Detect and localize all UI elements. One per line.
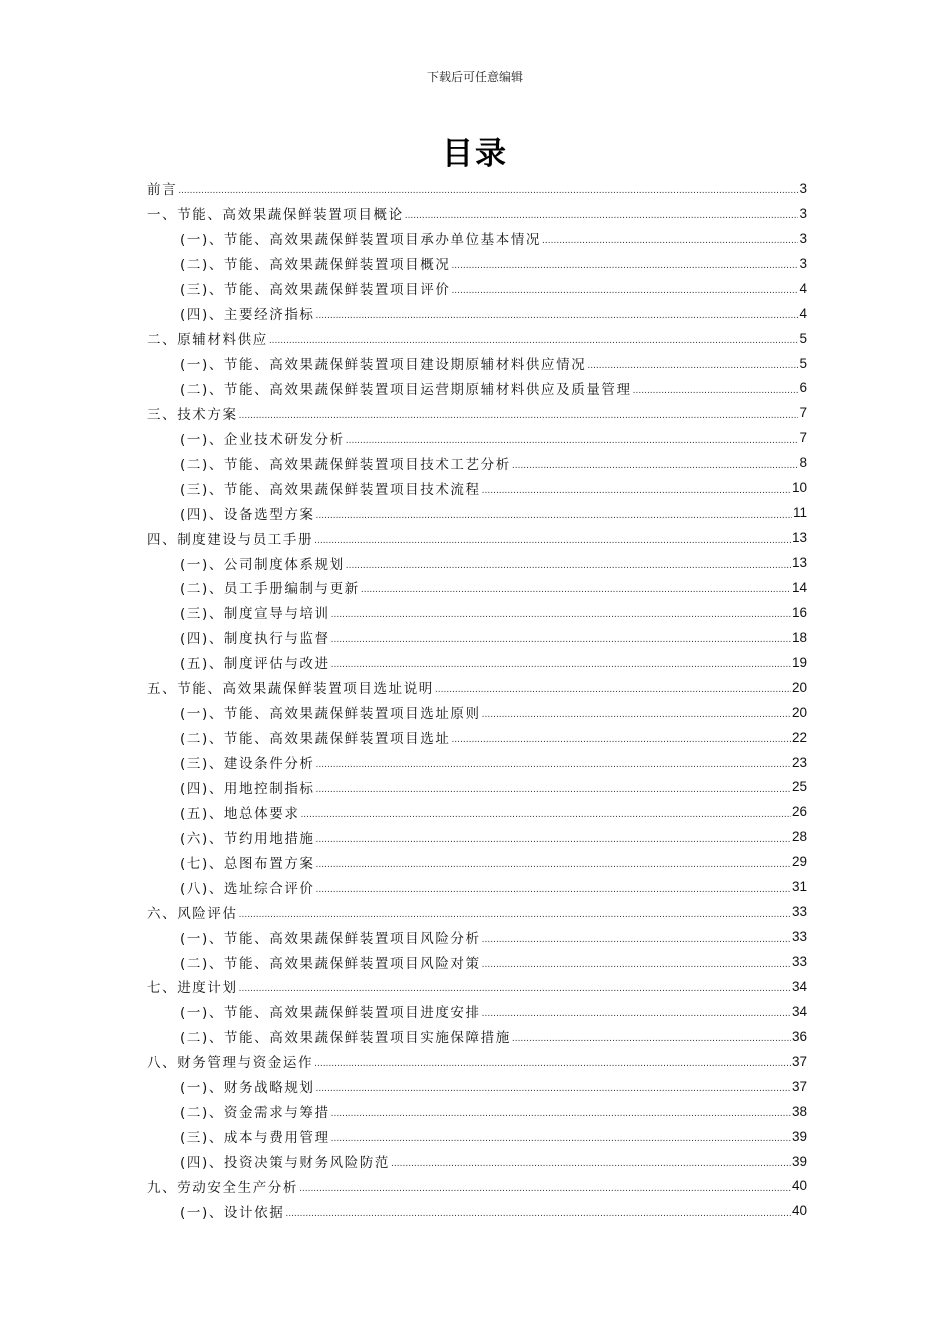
toc-entry[interactable] (147, 550, 807, 575)
toc-entry[interactable] (147, 874, 807, 899)
toc-entry-label: (三)、节能、高效果蔬保鲜装置项目评价 (180, 282, 451, 299)
toc-entry-label: 六、风险评估 (147, 905, 238, 922)
toc-leader-dots (300, 810, 791, 820)
toc-leader-dots (239, 910, 791, 920)
toc-entry-label: (一)、节能、高效果蔬保鲜装置项目承办单位基本情况 (180, 232, 542, 249)
toc-entry-label: (二)、节能、高效果蔬保鲜装置项目概况 (180, 257, 451, 274)
toc-entry[interactable] (147, 475, 807, 500)
toc-leader-dots (316, 785, 791, 795)
toc-entry[interactable] (147, 425, 807, 450)
toc-entry-label: 前言 (147, 182, 178, 199)
toc-entry-page-number: 13 (791, 530, 807, 546)
toc-leader-dots (451, 286, 798, 296)
toc-entry[interactable] (147, 276, 807, 301)
toc-entry[interactable] (147, 226, 807, 251)
toc-entry-page-number: 29 (791, 854, 807, 870)
toc-leader-dots (331, 1134, 791, 1144)
toc-entry[interactable] (147, 1198, 807, 1223)
header-note: 下载后可任意编辑 (426, 70, 523, 84)
toc-entry[interactable] (147, 700, 807, 725)
toc-entry-label: (二)、节能、高效果蔬保鲜装置项目实施保障措施 (180, 1030, 511, 1047)
toc-leader-dots (346, 561, 791, 571)
toc-entry-label: (四)、制度执行与监督 (180, 631, 330, 648)
toc-entry-label: (三)、节能、高效果蔬保鲜装置项目技术流程 (180, 481, 481, 498)
toc-entry-label: (二)、资金需求与筹措 (180, 1105, 330, 1122)
toc-entry[interactable] (147, 974, 807, 999)
toc-entry-page-number: 5 (799, 355, 807, 371)
toc-entry-label: (一)、公司制度体系规划 (180, 556, 345, 573)
toc-entry-page-number: 33 (791, 929, 807, 945)
toc-entry[interactable] (147, 899, 807, 924)
toc-entry-page-number: 36 (791, 1028, 807, 1044)
toc-entry-page-number: 26 (791, 804, 807, 820)
toc-entry-label: (一)、节能、高效果蔬保鲜装置项目建设期原辅材料供应情况 (180, 357, 587, 374)
toc-leader-dots (299, 1184, 791, 1194)
toc-entry-page-number: 13 (791, 555, 807, 571)
toc-entry[interactable] (147, 176, 807, 201)
toc-leader-dots (451, 261, 798, 271)
toc-entry-page-number: 7 (799, 430, 807, 446)
toc-leader-dots (512, 1034, 791, 1044)
toc-entry-page-number: 28 (791, 829, 807, 845)
toc-leader-dots (482, 935, 791, 945)
toc-entry-page-number: 3 (799, 205, 807, 221)
toc-entry-label: 七、进度计划 (147, 980, 238, 997)
toc-entry-label: (一)、设计依据 (180, 1204, 285, 1221)
toc-leader-dots (316, 760, 791, 770)
toc-leader-dots (331, 660, 791, 670)
toc-leader-dots (331, 610, 791, 620)
toc-entry[interactable] (147, 750, 807, 775)
toc-entry[interactable] (147, 1024, 807, 1049)
toc-entry-label: (二)、节能、高效果蔬保鲜装置项目选址 (180, 731, 451, 748)
toc-leader-dots (405, 211, 799, 221)
toc-entry[interactable] (147, 301, 807, 326)
toc-entry[interactable] (147, 500, 807, 525)
toc-entry-page-number: 7 (799, 405, 807, 421)
toc-entry-label: (四)、设备选型方案 (180, 506, 315, 523)
toc-entry-label: (六)、节约用地措施 (180, 830, 315, 847)
toc-entry-label: (四)、主要经济指标 (180, 307, 315, 324)
toc-entry-page-number: 33 (791, 954, 807, 970)
toc-entry-page-number: 3 (799, 230, 807, 246)
toc-entry-label: (二)、节能、高效果蔬保鲜装置项目运营期原辅材料供应及质量管理 (180, 381, 632, 398)
toc-entry-page-number: 38 (791, 1103, 807, 1119)
toc-entry-label: (一)、节能、高效果蔬保鲜装置项目风险分析 (180, 930, 481, 947)
toc-entry[interactable] (147, 949, 807, 974)
toc-entry-label: (五)、制度评估与改进 (180, 656, 330, 673)
toc-entry[interactable] (147, 376, 807, 401)
toc-entry-page-number: 22 (791, 729, 807, 745)
toc-entry-page-number: 6 (799, 380, 807, 396)
toc-entry[interactable] (147, 1174, 807, 1199)
toc-entry[interactable] (147, 525, 807, 550)
toc-entry-page-number: 20 (791, 704, 807, 720)
toc-entry-label: (二)、节能、高效果蔬保鲜装置项目技术工艺分析 (180, 456, 511, 473)
toc-leader-dots (482, 1009, 791, 1019)
toc-entry[interactable] (147, 1149, 807, 1174)
toc-entry[interactable] (147, 999, 807, 1024)
toc-entry-page-number: 19 (791, 654, 807, 670)
toc-entry[interactable] (147, 924, 807, 949)
toc-entry-page-number: 3 (799, 180, 807, 196)
toc-entry-label: (一)、企业技术研发分析 (180, 431, 345, 448)
toc-entry-page-number: 14 (791, 579, 807, 595)
toc-entry[interactable] (147, 400, 807, 425)
toc-entry-page-number: 25 (791, 779, 807, 795)
toc-entry-label: 三、技术方案 (147, 406, 238, 423)
toc-entry-page-number: 40 (791, 1203, 807, 1219)
toc-entry-page-number: 39 (791, 1153, 807, 1169)
toc-entry[interactable] (147, 351, 807, 376)
toc-entry-page-number: 11 (792, 505, 807, 521)
toc-entry[interactable] (147, 450, 807, 475)
toc-entry[interactable] (147, 575, 807, 600)
toc-entry-page-number: 40 (791, 1178, 807, 1194)
table-of-contents (147, 176, 807, 1223)
toc-entry-page-number: 33 (791, 904, 807, 920)
toc-leader-dots (314, 536, 791, 546)
toc-entry-page-number: 37 (791, 1053, 807, 1069)
toc-entry[interactable] (147, 1074, 807, 1099)
toc-leader-dots (285, 1209, 791, 1219)
toc-entry[interactable] (147, 725, 807, 750)
toc-entry[interactable] (147, 1124, 807, 1149)
toc-entry-label: 五、节能、高效果蔬保鲜装置项目选址说明 (147, 681, 434, 698)
toc-entry-label: (二)、节能、高效果蔬保鲜装置项目风险对策 (180, 955, 481, 972)
toc-entry-label: 八、财务管理与资金运作 (147, 1055, 314, 1072)
toc-leader-dots (482, 960, 791, 970)
toc-entry-label: (五)、地总体要求 (180, 805, 300, 822)
toc-entry-page-number: 10 (791, 480, 807, 496)
toc-entry-label: 二、原辅材料供应 (147, 332, 268, 349)
toc-entry[interactable] (147, 799, 807, 824)
toc-entry-label: (八)、选址综合评价 (180, 880, 315, 897)
toc-entry-label: 一、节能、高效果蔬保鲜装置项目概论 (147, 207, 404, 224)
toc-entry[interactable] (147, 775, 807, 800)
toc-entry-label: (四)、用地控制指标 (180, 780, 315, 797)
toc-entry[interactable] (147, 326, 807, 351)
toc-leader-dots (435, 685, 791, 695)
toc-entry-label: (一)、财务战略规划 (180, 1080, 315, 1097)
toc-entry-label: 九、劳动安全生产分析 (147, 1179, 298, 1196)
toc-leader-dots (316, 885, 791, 895)
toc-entry-page-number: 16 (791, 604, 807, 620)
toc-entry-page-number: 5 (799, 330, 807, 346)
toc-entry[interactable] (147, 201, 807, 226)
toc-leader-dots (391, 1159, 791, 1169)
toc-entry-page-number: 18 (791, 629, 807, 645)
toc-leader-dots (316, 860, 791, 870)
toc-leader-dots (482, 710, 791, 720)
toc-leader-dots (361, 585, 791, 595)
toc-entry-label: (七)、总图布置方案 (180, 855, 315, 872)
toc-leader-dots (587, 361, 798, 371)
toc-leader-dots (316, 311, 799, 321)
toc-entry[interactable] (147, 675, 807, 700)
toc-title: 目录 (442, 136, 508, 172)
toc-leader-dots (542, 236, 798, 246)
toc-leader-dots (178, 186, 798, 196)
toc-entry-page-number: 23 (791, 754, 807, 770)
toc-entry-page-number: 3 (799, 255, 807, 271)
toc-leader-dots (633, 386, 799, 396)
toc-entry-label: (一)、节能、高效果蔬保鲜装置项目进度安排 (180, 1005, 481, 1022)
toc-leader-dots (482, 486, 791, 496)
toc-entry-page-number: 4 (799, 305, 807, 321)
toc-entry[interactable] (147, 251, 807, 276)
toc-entry[interactable] (147, 824, 807, 849)
toc-leader-dots (316, 511, 792, 521)
toc-entry-label: (三)、成本与费用管理 (180, 1130, 330, 1147)
toc-leader-dots (239, 984, 791, 994)
toc-entry[interactable] (147, 650, 807, 675)
toc-leader-dots (314, 1059, 791, 1069)
toc-leader-dots (512, 461, 799, 471)
toc-entry-label: (一)、节能、高效果蔬保鲜装置项目选址原则 (180, 706, 481, 723)
toc-entry-page-number: 8 (799, 455, 807, 471)
toc-leader-dots (269, 336, 799, 346)
toc-entry-label: (三)、制度宣导与培训 (180, 606, 330, 623)
toc-leader-dots (331, 635, 791, 645)
toc-entry[interactable] (147, 1049, 807, 1074)
toc-entry-page-number: 39 (791, 1128, 807, 1144)
toc-leader-dots (239, 411, 799, 421)
toc-entry-page-number: 20 (791, 679, 807, 695)
toc-leader-dots (451, 735, 791, 745)
toc-entry-page-number: 34 (791, 978, 807, 994)
toc-entry-page-number: 37 (791, 1078, 807, 1094)
toc-entry-label: (二)、员工手册编制与更新 (180, 581, 360, 598)
toc-entry[interactable] (147, 625, 807, 650)
toc-entry-page-number: 4 (799, 280, 807, 296)
toc-leader-dots (346, 436, 799, 446)
toc-leader-dots (316, 1084, 791, 1094)
toc-leader-dots (316, 835, 791, 845)
toc-leader-dots (331, 1109, 791, 1119)
toc-entry[interactable] (147, 849, 807, 874)
toc-entry[interactable] (147, 600, 807, 625)
toc-entry-label: 四、制度建设与员工手册 (147, 531, 314, 548)
toc-entry-page-number: 34 (791, 1003, 807, 1019)
toc-entry-label: (四)、投资决策与财务风险防范 (180, 1155, 391, 1172)
toc-entry[interactable] (147, 1099, 807, 1124)
toc-entry-label: (三)、建设条件分析 (180, 756, 315, 773)
toc-entry-page-number: 31 (791, 879, 807, 895)
